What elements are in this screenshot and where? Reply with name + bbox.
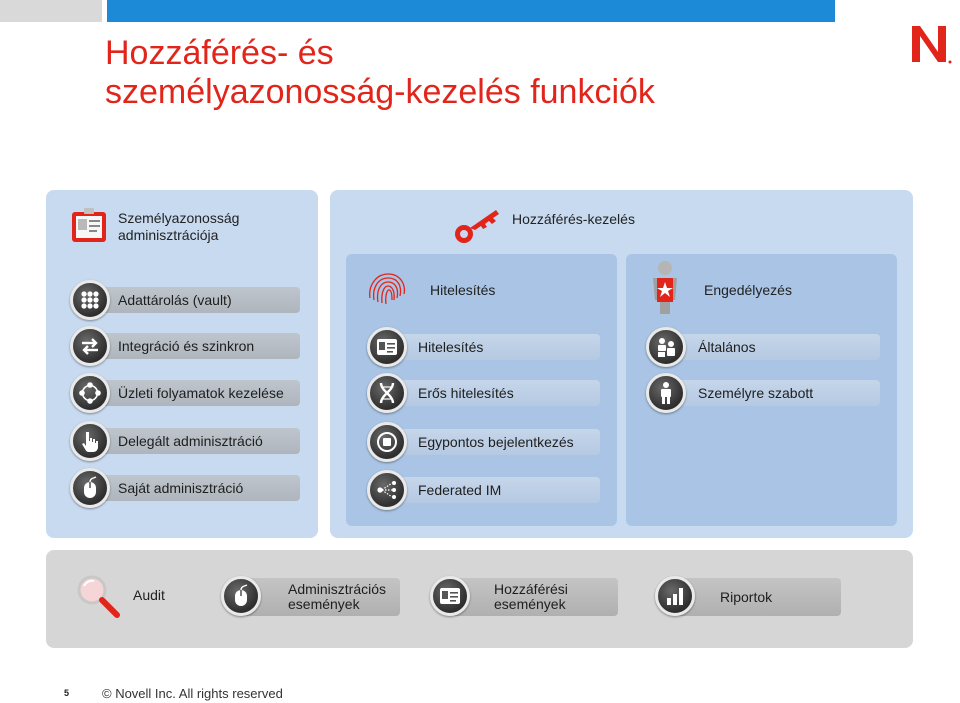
key-icon <box>452 204 504 246</box>
grid-icon <box>70 280 110 320</box>
stop-square-icon <box>367 422 407 462</box>
mouse-icon <box>221 576 261 616</box>
identity-item-label: Integráció és szinkron <box>118 338 255 354</box>
identity-item-delegated[interactable] <box>90 428 300 454</box>
page-title-line2: személyazonosság-kezelés funkciók <box>105 73 655 111</box>
auth-item-label: Hitelesítés <box>418 339 484 355</box>
dna-icon <box>367 373 407 413</box>
identity-item-label: Delegált adminisztráció <box>118 433 263 449</box>
audit-item-access-events[interactable] <box>452 578 618 616</box>
authorization-header: Engedélyezés <box>704 282 792 298</box>
auth-item-sso[interactable] <box>388 429 600 455</box>
page-title-line1: Hozzáférés- és <box>105 34 334 72</box>
auth-item-authentication[interactable] <box>388 334 600 360</box>
authentication-header: Hitelesítés <box>430 282 496 298</box>
id-badge-icon <box>430 576 470 616</box>
identity-item-label: Üzleti folyamatok kezelése <box>118 385 284 401</box>
identity-item-label: Saját adminisztráció <box>118 480 244 496</box>
network-icon <box>367 470 407 510</box>
cycle-icon <box>70 373 110 413</box>
authz-item-label: Személyre szabott <box>698 385 814 401</box>
auth-item-label: Egypontos bejelentkezés <box>418 434 574 450</box>
access-header: Hozzáférés-kezelés <box>512 211 635 227</box>
bar-chart-icon <box>655 576 695 616</box>
page-title <box>105 34 865 112</box>
audit-item-reports[interactable] <box>676 578 841 616</box>
magnifier-icon <box>74 572 122 620</box>
authz-item-personalized[interactable] <box>668 380 880 406</box>
fingerprint-icon <box>364 268 408 308</box>
identity-header: Személyazonosság adminisztrációja <box>118 210 240 243</box>
top-bar-gray <box>0 0 102 22</box>
audit-item-label: Adminisztrációs események <box>288 581 387 612</box>
audit-item-label: Hozzáférési események <box>494 581 568 612</box>
authz-item-general[interactable] <box>668 334 880 360</box>
page-number: 5 <box>64 688 70 698</box>
identity-item-sync[interactable] <box>90 333 300 359</box>
audit-item-label: Riportok <box>720 588 773 605</box>
novell-logo <box>906 20 954 68</box>
copyright: © Novell Inc. All rights reserved <box>102 686 283 701</box>
person-star-icon <box>648 260 682 316</box>
auth-item-federated[interactable] <box>388 477 600 503</box>
mouse-icon <box>70 468 110 508</box>
identity-item-self-service[interactable] <box>90 475 300 501</box>
person-icon <box>646 373 686 413</box>
auth-item-strong-authentication[interactable] <box>388 380 600 406</box>
identity-item-business-process[interactable] <box>90 380 300 406</box>
identity-item-vault[interactable] <box>90 287 300 313</box>
identity-item-label: Adattárolás (vault) <box>118 292 232 308</box>
id-badge-icon <box>367 327 407 367</box>
audit-item-admin-events[interactable] <box>238 578 400 616</box>
top-bar-blue <box>107 0 835 22</box>
authz-item-label: Általános <box>698 339 756 355</box>
auth-item-label: Federated IM <box>418 482 502 498</box>
sync-arrows-icon <box>70 326 110 366</box>
auth-item-label: Erős hitelesítés <box>418 385 514 401</box>
group-icon <box>646 327 686 367</box>
audit-label: Audit <box>133 587 165 603</box>
id-card-icon <box>70 206 110 246</box>
hand-pointer-icon <box>70 421 110 461</box>
